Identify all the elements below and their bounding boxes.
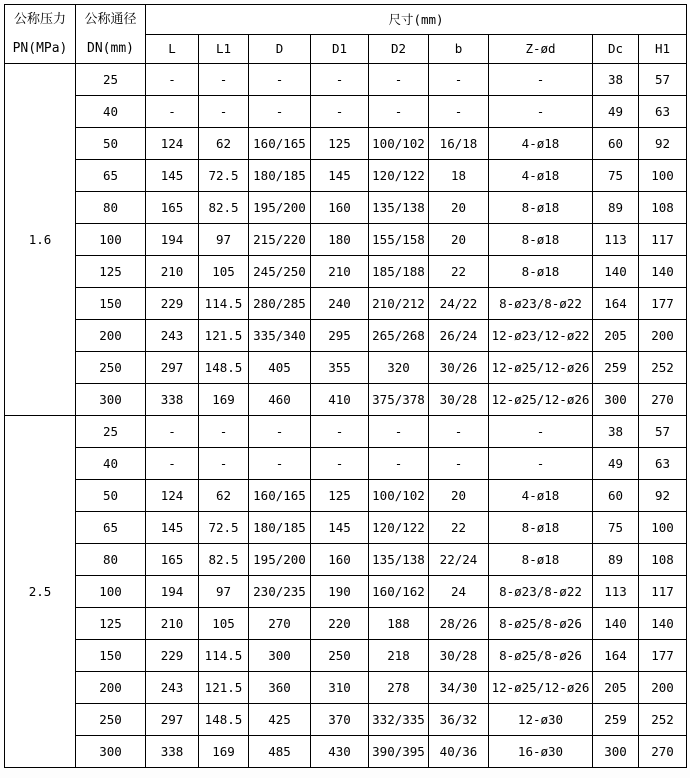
header-nominal-diameter-cn: 公称通径 [84,12,137,27]
cell-h1: 92 [639,128,687,160]
cell-d1: 295 [311,320,369,352]
cell-b: 20 [429,480,489,512]
cell-b: 30/26 [429,352,489,384]
table-row [5,576,687,608]
dn-value-cell: 200 [76,672,146,704]
cell-l: 297 [146,704,199,736]
cell-l: 165 [146,192,199,224]
cell-dc: 89 [593,544,639,576]
cell-d2: 155/158 [369,224,429,256]
cell-l: 243 [146,320,199,352]
dn-value-cell: 65 [76,160,146,192]
cell-l: 194 [146,576,199,608]
cell-dc: 75 [593,512,639,544]
cell-b: - [429,64,489,96]
cell-dc: 140 [593,256,639,288]
cell-b: 16/18 [429,128,489,160]
cell-d1: 410 [311,384,369,416]
cell-l: - [146,64,199,96]
cell-dc: 300 [593,384,639,416]
cell-b: 26/24 [429,320,489,352]
cell-l1: 82.5 [199,544,249,576]
header-nominal-pressure-cn: 公称压力 [13,12,66,27]
cell-dc: 164 [593,640,639,672]
subheader-b: b [429,34,489,64]
table-row [5,736,687,768]
cell-b: 24 [429,576,489,608]
cell-h1: 252 [639,352,687,384]
cell-d: 180/185 [249,512,311,544]
cell-b: 40/36 [429,736,489,768]
dn-value-cell: 25 [76,416,146,448]
table-row [5,192,687,224]
cell-z-d: 8-ø23/8-ø22 [489,576,593,608]
cell-d1: - [311,64,369,96]
cell-b: 24/22 [429,288,489,320]
subheader-l1: L1 [199,34,249,64]
cell-d: - [249,448,311,480]
cell-d2: 135/138 [369,544,429,576]
cell-d1: - [311,96,369,128]
pn-value-cell: 2.5 [5,416,76,768]
cell-b: 22 [429,512,489,544]
cell-d2: 185/188 [369,256,429,288]
cell-z-d: - [489,96,593,128]
table-row [5,384,687,416]
subheader-d1: D1 [311,34,369,64]
cell-z-d: 8-ø23/8-ø22 [489,288,593,320]
cell-d2: 120/122 [369,160,429,192]
cell-d: 215/220 [249,224,311,256]
cell-h1: 117 [639,576,687,608]
cell-d1: 145 [311,160,369,192]
cell-dc: 38 [593,64,639,96]
cell-h1: 63 [639,448,687,480]
cell-d: 460 [249,384,311,416]
cell-z-d: 4-ø18 [489,480,593,512]
cell-d1: 210 [311,256,369,288]
cell-d2: 278 [369,672,429,704]
cell-d1: 145 [311,512,369,544]
cell-l1: 121.5 [199,320,249,352]
valve-dimension-table [4,4,687,768]
cell-d1: 250 [311,640,369,672]
cell-b: - [429,96,489,128]
cell-h1: 270 [639,384,687,416]
cell-d1: 430 [311,736,369,768]
dn-value-cell: 40 [76,96,146,128]
cell-l1: - [199,96,249,128]
cell-b: 20 [429,192,489,224]
cell-d: - [249,416,311,448]
cell-d: 195/200 [249,544,311,576]
cell-z-d: 4-ø18 [489,160,593,192]
subheader-h1: H1 [639,34,687,64]
cell-l: 229 [146,288,199,320]
table-row [5,160,687,192]
table-row [5,608,687,640]
cell-d: 300 [249,640,311,672]
cell-h1: 100 [639,512,687,544]
cell-h1: 117 [639,224,687,256]
header-nominal-pressure-unit: PN(MPa) [12,41,68,56]
cell-l1: 97 [199,224,249,256]
cell-h1: 100 [639,160,687,192]
cell-dc: 140 [593,608,639,640]
cell-z-d: 12-ø25/12-ø26 [489,672,593,704]
cell-dc: 300 [593,736,639,768]
cell-z-d: 4-ø18 [489,128,593,160]
cell-b: 22/24 [429,544,489,576]
cell-d1: 180 [311,224,369,256]
cell-d1: 310 [311,672,369,704]
cell-d2: 135/138 [369,192,429,224]
cell-z-d: - [489,64,593,96]
cell-d2: 160/162 [369,576,429,608]
cell-l1: 82.5 [199,192,249,224]
cell-l1: - [199,416,249,448]
table-row [5,320,687,352]
dn-value-cell: 125 [76,608,146,640]
table-row [5,480,687,512]
cell-l1: 72.5 [199,160,249,192]
cell-dc: 89 [593,192,639,224]
cell-l: 229 [146,640,199,672]
cell-d: 335/340 [249,320,311,352]
cell-dc: 75 [593,160,639,192]
cell-l1: 72.5 [199,512,249,544]
cell-b: 30/28 [429,640,489,672]
dn-value-cell: 150 [76,640,146,672]
cell-dc: 205 [593,672,639,704]
header-nominal-diameter [76,5,146,64]
cell-d1: 220 [311,608,369,640]
cell-b: 34/30 [429,672,489,704]
cell-l1: 97 [199,576,249,608]
header-nominal-pressure [5,5,76,64]
cell-dc: 60 [593,128,639,160]
subheader-z-d: Z-ød [489,34,593,64]
cell-h1: 270 [639,736,687,768]
cell-l1: 105 [199,256,249,288]
cell-dc: 164 [593,288,639,320]
cell-l: 297 [146,352,199,384]
cell-d2: 100/102 [369,128,429,160]
cell-l1: 114.5 [199,288,249,320]
dn-value-cell: 125 [76,256,146,288]
dn-value-cell: 100 [76,576,146,608]
cell-h1: 108 [639,192,687,224]
cell-d2: 320 [369,352,429,384]
cell-d: 245/250 [249,256,311,288]
cell-l: - [146,448,199,480]
cell-d: - [249,96,311,128]
subheader-dc: Dc [593,34,639,64]
cell-z-d: - [489,448,593,480]
cell-dc: 259 [593,704,639,736]
subheader-d2: D2 [369,34,429,64]
cell-d: 180/185 [249,160,311,192]
cell-b: 30/28 [429,384,489,416]
cell-dc: 205 [593,320,639,352]
cell-h1: 57 [639,64,687,96]
cell-l: 194 [146,224,199,256]
table-row [5,256,687,288]
cell-d: 280/285 [249,288,311,320]
dn-value-cell: 50 [76,480,146,512]
cell-b: 36/32 [429,704,489,736]
table-row [5,672,687,704]
cell-d2: 390/395 [369,736,429,768]
cell-l: 210 [146,608,199,640]
header-dimensions: 尺寸(mm) [146,5,687,35]
cell-h1: 252 [639,704,687,736]
cell-d2: 332/335 [369,704,429,736]
cell-h1: 63 [639,96,687,128]
cell-dc: 38 [593,416,639,448]
cell-l1: 121.5 [199,672,249,704]
cell-z-d: 8-ø25/8-ø26 [489,608,593,640]
dn-value-cell: 80 [76,544,146,576]
subheader-d: D [249,34,311,64]
cell-d2: - [369,416,429,448]
table-row [5,512,687,544]
dn-value-cell: 40 [76,448,146,480]
cell-l: 145 [146,512,199,544]
dn-value-cell: 300 [76,736,146,768]
cell-l: - [146,416,199,448]
cell-b: 18 [429,160,489,192]
cell-d: 360 [249,672,311,704]
cell-l1: 169 [199,736,249,768]
dn-value-cell: 200 [76,320,146,352]
cell-d: 485 [249,736,311,768]
dn-value-cell: 250 [76,704,146,736]
table-row [5,352,687,384]
cell-d1: 125 [311,128,369,160]
cell-d: 405 [249,352,311,384]
cell-d1: 355 [311,352,369,384]
cell-dc: 49 [593,448,639,480]
cell-d2: 218 [369,640,429,672]
cell-d1: - [311,448,369,480]
cell-d: 160/165 [249,128,311,160]
cell-h1: 177 [639,640,687,672]
dn-value-cell: 300 [76,384,146,416]
cell-d1: 160 [311,544,369,576]
dn-value-cell: 100 [76,224,146,256]
cell-d: - [249,64,311,96]
cell-h1: 200 [639,672,687,704]
header-row-1 [5,5,687,35]
table-row [5,96,687,128]
table-row [5,64,687,96]
table-row [5,640,687,672]
cell-h1: 108 [639,544,687,576]
cell-z-d: 8-ø18 [489,256,593,288]
table-row [5,416,687,448]
cell-d2: - [369,448,429,480]
cell-l1: 148.5 [199,352,249,384]
dn-value-cell: 250 [76,352,146,384]
cell-l1: - [199,64,249,96]
cell-dc: 60 [593,480,639,512]
cell-d: 270 [249,608,311,640]
cell-d2: 120/122 [369,512,429,544]
table-row [5,704,687,736]
cell-z-d: 12-ø23/12-ø22 [489,320,593,352]
dn-value-cell: 80 [76,192,146,224]
cell-d2: 100/102 [369,480,429,512]
cell-z-d: 8-ø18 [489,192,593,224]
cell-l1: 62 [199,480,249,512]
cell-d2: - [369,64,429,96]
table-row [5,288,687,320]
dn-value-cell: 150 [76,288,146,320]
cell-dc: 259 [593,352,639,384]
cell-h1: 200 [639,320,687,352]
cell-b: - [429,416,489,448]
cell-l1: - [199,448,249,480]
cell-l: 165 [146,544,199,576]
cell-l1: 169 [199,384,249,416]
cell-d1: - [311,416,369,448]
cell-d: 425 [249,704,311,736]
cell-h1: 140 [639,256,687,288]
cell-d2: 375/378 [369,384,429,416]
cell-h1: 57 [639,416,687,448]
table-row [5,224,687,256]
cell-d2: 265/268 [369,320,429,352]
cell-d: 230/235 [249,576,311,608]
cell-d1: 370 [311,704,369,736]
cell-h1: 140 [639,608,687,640]
cell-l1: 114.5 [199,640,249,672]
table-row [5,128,687,160]
cell-l1: 148.5 [199,704,249,736]
cell-z-d: 12-ø25/12-ø26 [489,352,593,384]
cell-z-d: 16-ø30 [489,736,593,768]
cell-d2: - [369,96,429,128]
dn-value-cell: 50 [76,128,146,160]
cell-z-d: 8-ø18 [489,512,593,544]
cell-b: - [429,448,489,480]
cell-b: 20 [429,224,489,256]
cell-dc: 49 [593,96,639,128]
cell-l: 124 [146,480,199,512]
cell-dc: 113 [593,576,639,608]
cell-d1: 240 [311,288,369,320]
dn-value-cell: 25 [76,64,146,96]
cell-b: 22 [429,256,489,288]
cell-d1: 190 [311,576,369,608]
cell-z-d: - [489,416,593,448]
table-row [5,448,687,480]
cell-d2: 210/212 [369,288,429,320]
cell-b: 28/26 [429,608,489,640]
table-row [5,544,687,576]
cell-d2: 188 [369,608,429,640]
cell-z-d: 8-ø18 [489,224,593,256]
cell-dc: 113 [593,224,639,256]
cell-l: 338 [146,384,199,416]
cell-l: 338 [146,736,199,768]
cell-l: 145 [146,160,199,192]
cell-l1: 105 [199,608,249,640]
cell-d1: 125 [311,480,369,512]
cell-d: 195/200 [249,192,311,224]
dn-value-cell: 65 [76,512,146,544]
cell-d: 160/165 [249,480,311,512]
cell-d1: 160 [311,192,369,224]
cell-l: 124 [146,128,199,160]
cell-l: - [146,96,199,128]
subheader-l: L [146,34,199,64]
cell-h1: 177 [639,288,687,320]
header-nominal-diameter-unit: DN(mm) [87,41,134,56]
cell-z-d: 8-ø25/8-ø26 [489,640,593,672]
cell-z-d: 12-ø25/12-ø26 [489,384,593,416]
cell-z-d: 8-ø18 [489,544,593,576]
cell-h1: 92 [639,480,687,512]
cell-l1: 62 [199,128,249,160]
cell-z-d: 12-ø30 [489,704,593,736]
pn-value-cell: 1.6 [5,64,76,416]
cell-l: 210 [146,256,199,288]
cell-l: 243 [146,672,199,704]
